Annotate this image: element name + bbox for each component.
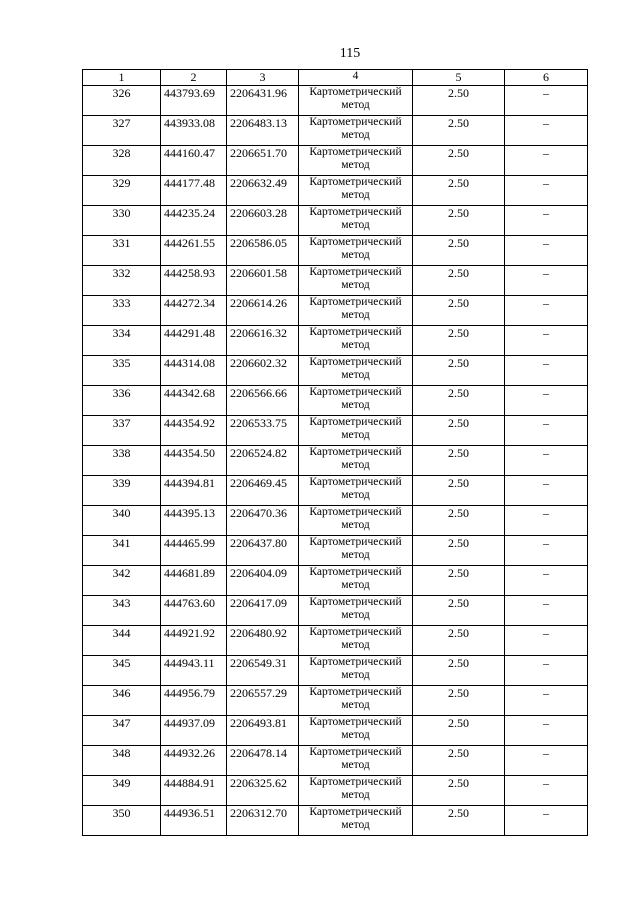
point-number-cell: 329 [83, 176, 161, 206]
column-header: 2 [161, 70, 227, 86]
precision-cell: 2.50 [413, 326, 505, 356]
precision-cell: 2.50 [413, 116, 505, 146]
point-number-cell: 332 [83, 266, 161, 296]
y-coordinate-cell: 2206469.45 [227, 476, 299, 506]
table-row [83, 626, 588, 656]
precision-cell: 2.50 [413, 806, 505, 836]
method-cell: Картометрический метод [299, 446, 413, 476]
point-number-cell: 334 [83, 326, 161, 356]
table-row [83, 596, 588, 626]
x-coordinate-cell: 444235.24 [161, 206, 227, 236]
table-row [83, 716, 588, 746]
table-row [83, 236, 588, 266]
table-row [83, 446, 588, 476]
x-coordinate-cell: 443933.08 [161, 116, 227, 146]
table-row [83, 656, 588, 686]
x-coordinate-cell: 444936.51 [161, 806, 227, 836]
method-cell: Картометрический метод [299, 476, 413, 506]
precision-cell: 2.50 [413, 236, 505, 266]
method-cell: Картометрический метод [299, 596, 413, 626]
method-cell: Картометрический метод [299, 356, 413, 386]
table-row [83, 506, 588, 536]
point-number-cell: 349 [83, 776, 161, 806]
description-cell: – [505, 776, 588, 806]
point-number-cell: 345 [83, 656, 161, 686]
table-row [83, 746, 588, 776]
description-cell: – [505, 236, 588, 266]
x-coordinate-cell: 444956.79 [161, 686, 227, 716]
method-cell: Картометрический метод [299, 776, 413, 806]
y-coordinate-cell: 2206431.96 [227, 86, 299, 116]
x-coordinate-cell: 444395.13 [161, 506, 227, 536]
y-coordinate-cell: 2206614.26 [227, 296, 299, 326]
y-coordinate-cell: 2206417.09 [227, 596, 299, 626]
table-row [83, 206, 588, 236]
method-cell: Картометрический метод [299, 236, 413, 266]
method-cell: Картометрический метод [299, 386, 413, 416]
table-row [83, 776, 588, 806]
y-coordinate-cell: 2206404.09 [227, 566, 299, 596]
table-row [83, 566, 588, 596]
description-cell: – [505, 476, 588, 506]
column-header: 5 [413, 70, 505, 86]
point-number-cell: 340 [83, 506, 161, 536]
y-coordinate-cell: 2206325.62 [227, 776, 299, 806]
table-row [83, 386, 588, 416]
precision-cell: 2.50 [413, 266, 505, 296]
method-cell: Картометрический метод [299, 146, 413, 176]
description-cell: – [505, 206, 588, 236]
y-coordinate-cell: 2206603.28 [227, 206, 299, 236]
description-cell: – [505, 446, 588, 476]
description-cell: – [505, 266, 588, 296]
description-cell: – [505, 536, 588, 566]
point-number-cell: 338 [83, 446, 161, 476]
method-cell: Картометрический метод [299, 566, 413, 596]
precision-cell: 2.50 [413, 776, 505, 806]
precision-cell: 2.50 [413, 566, 505, 596]
y-coordinate-cell: 2206493.81 [227, 716, 299, 746]
x-coordinate-cell: 444342.68 [161, 386, 227, 416]
method-cell: Картометрический метод [299, 806, 413, 836]
precision-cell: 2.50 [413, 146, 505, 176]
table-row [83, 86, 588, 116]
y-coordinate-cell: 2206601.58 [227, 266, 299, 296]
precision-cell: 2.50 [413, 446, 505, 476]
y-coordinate-cell: 2206524.82 [227, 446, 299, 476]
precision-cell: 2.50 [413, 416, 505, 446]
x-coordinate-cell: 444314.08 [161, 356, 227, 386]
method-cell: Картометрический метод [299, 536, 413, 566]
point-number-cell: 348 [83, 746, 161, 776]
precision-cell: 2.50 [413, 536, 505, 566]
y-coordinate-cell: 2206483.13 [227, 116, 299, 146]
point-number-cell: 344 [83, 626, 161, 656]
point-number-cell: 347 [83, 716, 161, 746]
y-coordinate-cell: 2206480.92 [227, 626, 299, 656]
x-coordinate-cell: 444932.26 [161, 746, 227, 776]
point-number-cell: 350 [83, 806, 161, 836]
y-coordinate-cell: 2206470.36 [227, 506, 299, 536]
x-coordinate-cell: 444261.55 [161, 236, 227, 266]
x-coordinate-cell: 444160.47 [161, 146, 227, 176]
header-row [83, 70, 588, 86]
x-coordinate-cell: 444291.48 [161, 326, 227, 356]
precision-cell: 2.50 [413, 296, 505, 326]
method-cell: Картометрический метод [299, 626, 413, 656]
y-coordinate-cell: 2206478.14 [227, 746, 299, 776]
table-row [83, 536, 588, 566]
y-coordinate-cell: 2206549.31 [227, 656, 299, 686]
description-cell: – [505, 686, 588, 716]
table-row [83, 266, 588, 296]
y-coordinate-cell: 2206437.80 [227, 536, 299, 566]
point-number-cell: 327 [83, 116, 161, 146]
description-cell: – [505, 716, 588, 746]
y-coordinate-cell: 2206533.75 [227, 416, 299, 446]
x-coordinate-cell: 444394.81 [161, 476, 227, 506]
table-body [83, 86, 588, 836]
precision-cell: 2.50 [413, 626, 505, 656]
table-row [83, 146, 588, 176]
description-cell: – [505, 176, 588, 206]
point-number-cell: 333 [83, 296, 161, 326]
x-coordinate-cell: 444177.48 [161, 176, 227, 206]
point-number-cell: 331 [83, 236, 161, 266]
column-header: 4 [299, 70, 413, 86]
y-coordinate-cell: 2206602.32 [227, 356, 299, 386]
precision-cell: 2.50 [413, 476, 505, 506]
precision-cell: 2.50 [413, 686, 505, 716]
point-number-cell: 346 [83, 686, 161, 716]
table-row [83, 296, 588, 326]
page-number: 115 [339, 46, 361, 61]
y-coordinate-cell: 2206651.70 [227, 146, 299, 176]
column-header: 1 [83, 70, 161, 86]
y-coordinate-cell: 2206616.32 [227, 326, 299, 356]
precision-cell: 2.50 [413, 746, 505, 776]
table-row [83, 356, 588, 386]
table-row [83, 476, 588, 506]
x-coordinate-cell: 444465.99 [161, 536, 227, 566]
x-coordinate-cell: 444937.09 [161, 716, 227, 746]
precision-cell: 2.50 [413, 656, 505, 686]
precision-cell: 2.50 [413, 596, 505, 626]
point-number-cell: 328 [83, 146, 161, 176]
y-coordinate-cell: 2206557.29 [227, 686, 299, 716]
column-header: 6 [505, 70, 588, 86]
method-cell: Картометрический метод [299, 206, 413, 236]
description-cell: – [505, 596, 588, 626]
method-cell: Картометрический метод [299, 686, 413, 716]
table-row [83, 686, 588, 716]
method-cell: Картометрический метод [299, 326, 413, 356]
x-coordinate-cell: 444354.50 [161, 446, 227, 476]
description-cell: – [505, 86, 588, 116]
table-row [83, 806, 588, 836]
method-cell: Картометрический метод [299, 266, 413, 296]
point-number-cell: 337 [83, 416, 161, 446]
x-coordinate-cell: 444681.89 [161, 566, 227, 596]
point-number-cell: 341 [83, 536, 161, 566]
precision-cell: 2.50 [413, 506, 505, 536]
y-coordinate-cell: 2206586.05 [227, 236, 299, 266]
coordinates-table [82, 69, 588, 836]
y-coordinate-cell: 2206566.66 [227, 386, 299, 416]
method-cell: Картометрический метод [299, 86, 413, 116]
table-row [83, 416, 588, 446]
method-cell: Картометрический метод [299, 296, 413, 326]
point-number-cell: 335 [83, 356, 161, 386]
table-row [83, 116, 588, 146]
x-coordinate-cell: 444258.93 [161, 266, 227, 296]
method-cell: Картометрический метод [299, 176, 413, 206]
precision-cell: 2.50 [413, 356, 505, 386]
description-cell: – [505, 746, 588, 776]
x-coordinate-cell: 444763.60 [161, 596, 227, 626]
x-coordinate-cell: 443793.69 [161, 86, 227, 116]
description-cell: – [505, 296, 588, 326]
precision-cell: 2.50 [413, 86, 505, 116]
description-cell: – [505, 356, 588, 386]
description-cell: – [505, 506, 588, 536]
column-header: 3 [227, 70, 299, 86]
point-number-cell: 343 [83, 596, 161, 626]
method-cell: Картометрический метод [299, 416, 413, 446]
description-cell: – [505, 146, 588, 176]
description-cell: – [505, 566, 588, 596]
point-number-cell: 336 [83, 386, 161, 416]
method-cell: Картометрический метод [299, 716, 413, 746]
point-number-cell: 339 [83, 476, 161, 506]
table-row [83, 326, 588, 356]
point-number-cell: 326 [83, 86, 161, 116]
description-cell: – [505, 626, 588, 656]
description-cell: – [505, 326, 588, 356]
description-cell: – [505, 416, 588, 446]
x-coordinate-cell: 444943.11 [161, 656, 227, 686]
precision-cell: 2.50 [413, 206, 505, 236]
x-coordinate-cell: 444884.91 [161, 776, 227, 806]
description-cell: – [505, 116, 588, 146]
precision-cell: 2.50 [413, 386, 505, 416]
description-cell: – [505, 806, 588, 836]
table-row [83, 176, 588, 206]
x-coordinate-cell: 444354.92 [161, 416, 227, 446]
method-cell: Картометрический метод [299, 506, 413, 536]
point-number-cell: 342 [83, 566, 161, 596]
point-number-cell: 330 [83, 206, 161, 236]
description-cell: – [505, 656, 588, 686]
x-coordinate-cell: 444272.34 [161, 296, 227, 326]
x-coordinate-cell: 444921.92 [161, 626, 227, 656]
method-cell: Картометрический метод [299, 656, 413, 686]
y-coordinate-cell: 2206312.70 [227, 806, 299, 836]
precision-cell: 2.50 [413, 716, 505, 746]
method-cell: Картометрический метод [299, 746, 413, 776]
precision-cell: 2.50 [413, 176, 505, 206]
method-cell: Картометрический метод [299, 116, 413, 146]
description-cell: – [505, 386, 588, 416]
y-coordinate-cell: 2206632.49 [227, 176, 299, 206]
